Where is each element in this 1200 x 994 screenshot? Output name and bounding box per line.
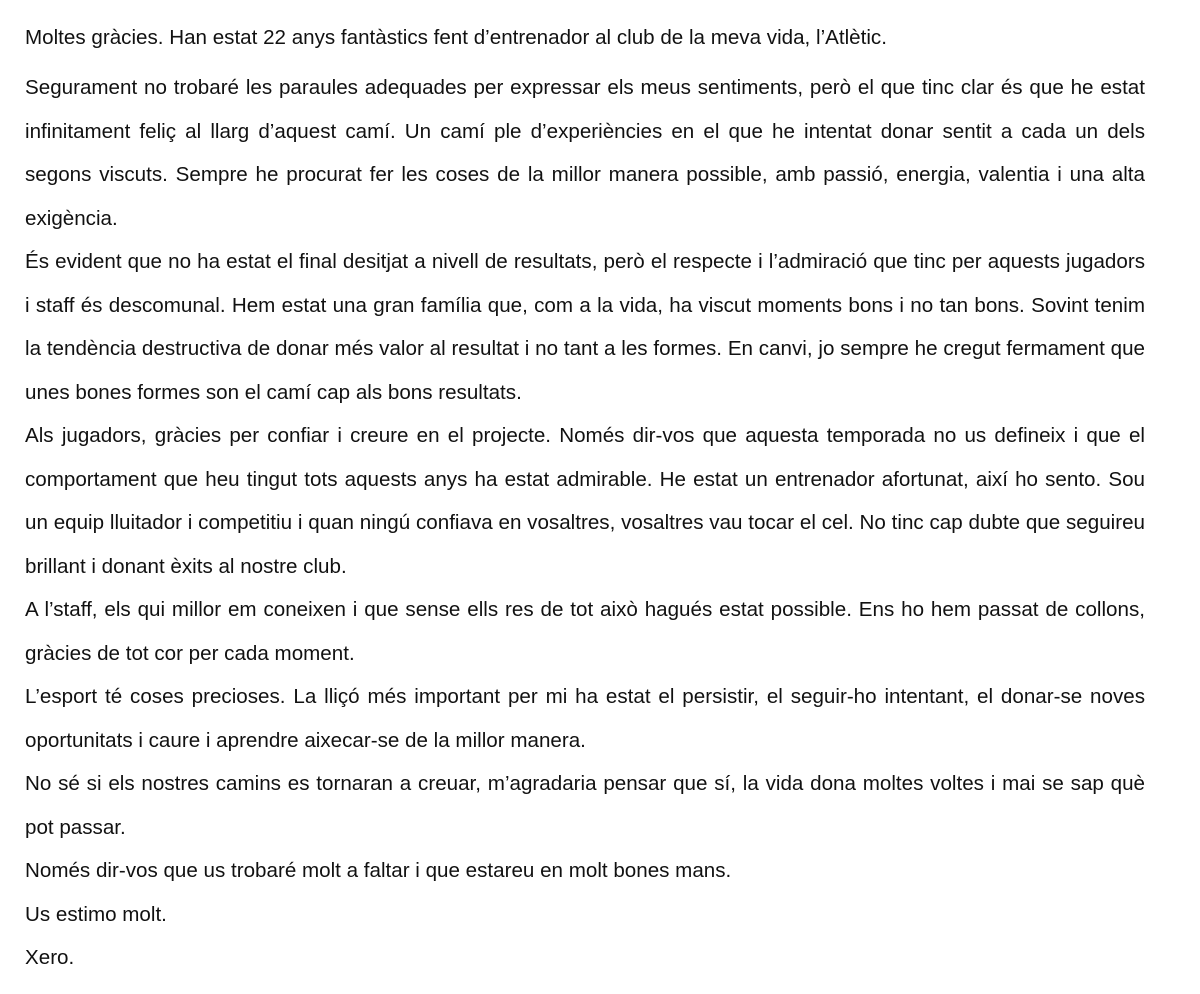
paragraph-players: Als jugadors, gràcies per confiar i creure en el projecte. Només dir-vos que aquesta temporada no us defineix i que el comportament que heu tingut tots aquests anys ha estat admirable. He estat un entrenador afortunat, així ho sento. Sou un equip lluitador i competitiu i quan ningú confiava en vosaltres, vosaltres vau tocar el cel. No tinc cap dubte que seguireu brillant i donant èxits al nostre club. xyxy=(25,424,1145,578)
paragraph-results: És evident que no ha estat el final desitjat a nivell de resultats, però el respecte i l’admiració que tinc per aquests jugadors i staff és descomunal. Hem estat una gran família que, com a la vida, ha viscut moments bons i no tan bons. Sovint tenim la tendència destructiva de donar més valor al resultat i no tant a les formes. En canvi, jo sempre he cregut fermament que unes bones formes son el camí cap als bons resultats. xyxy=(25,250,1145,404)
paragraph-feelings: Segurament no trobaré les paraules adequades per expressar els meus sentiments, però el que tinc clar és que he estat infinitament feliç al llarg d’aquest camí. Un camí ple d’experiències en el que he intentat donar sentit a cada un dels segons viscuts. Sempre he procurat fer les coses de la millor manera possible, amb passió, energia, valentia i una alta exigència. xyxy=(25,76,1145,230)
signature-text: Xero. xyxy=(25,946,75,969)
paragraph-love: Us estimo molt. xyxy=(25,902,167,926)
document-body xyxy=(25,18,1145,980)
paragraph-staff: A l’staff, els qui millor em coneixen i que sense ells res de tot això hagués estat possible. Ens ho hem passat de collons, gràcies de tot cor per cada moment. xyxy=(25,598,1145,665)
paragraph-sport-lesson: L’esport té coses precioses. La lliçó més important per mi ha estat el persistir, el seguir-ho intentant, el donar-se noves oportunitats i caure i aprendre aixecar-se de la millor manera. xyxy=(25,685,1145,752)
paragraph-paths: No sé si els nostres camins es tornaran a creuar, m’agradaria pensar que sí, la vida dona moltes voltes i mai se sap què pot passar. xyxy=(25,772,1145,839)
paragraph-miss-you: Només dir-vos que us trobaré molt a faltar i que estareu en molt bones mans. xyxy=(25,859,732,882)
paragraph-opening: Moltes gràcies. Han estat 22 anys fantàstics fent d’entrenador al club de la meva vida, l’Atlètic. xyxy=(25,26,887,49)
